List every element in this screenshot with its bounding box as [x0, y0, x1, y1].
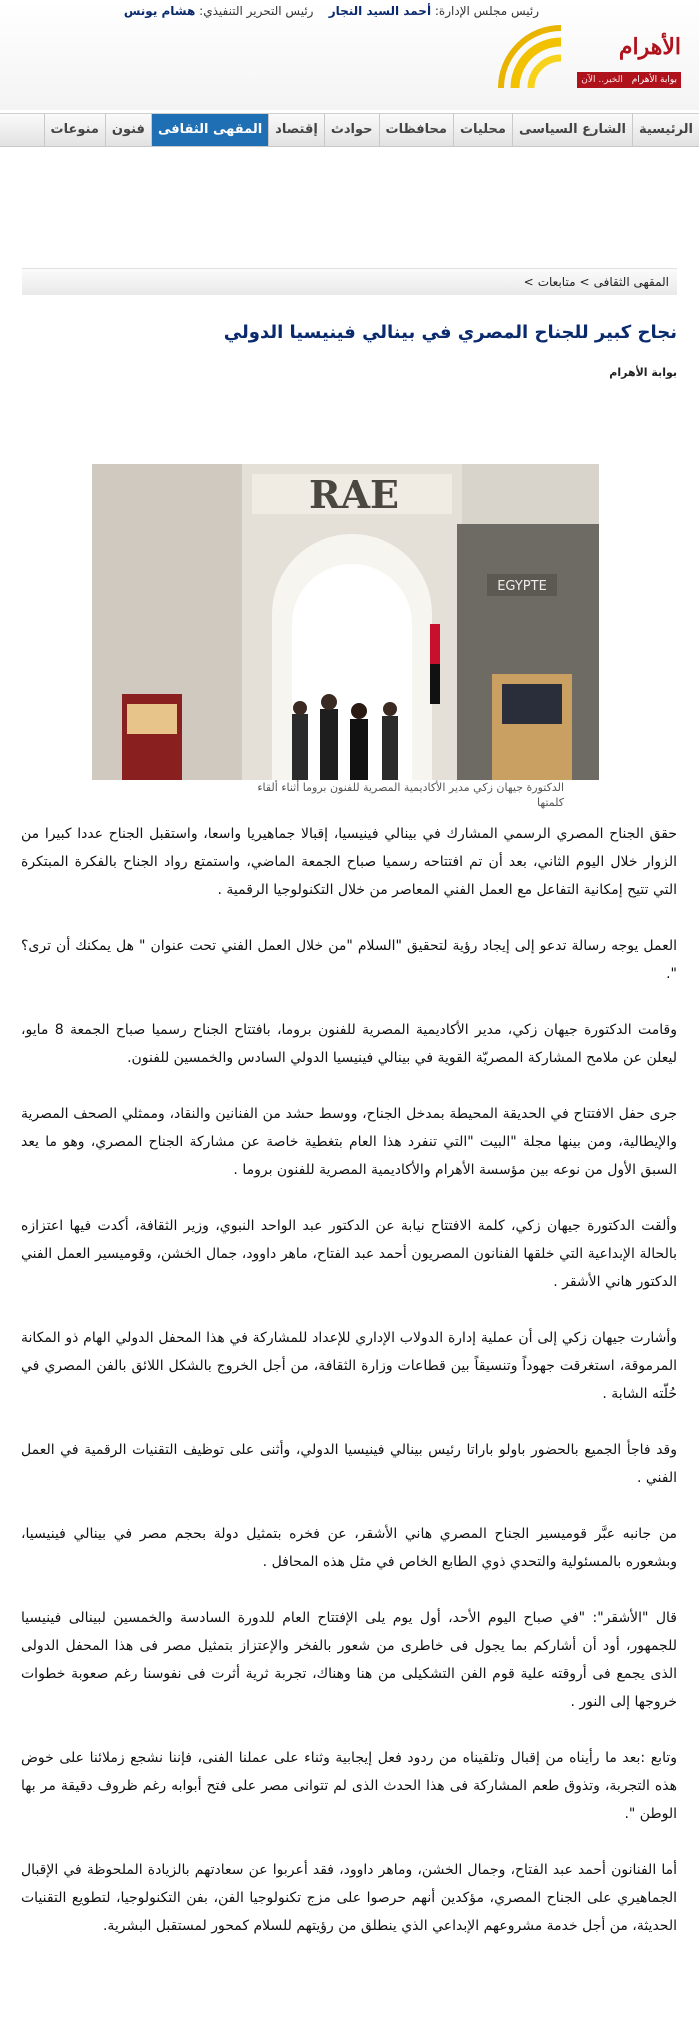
logo-name: الأهرام — [618, 34, 681, 60]
article-title: نجاح كبير للجناح المصري في بينالي فينيسيا الدولي — [223, 322, 677, 343]
site-logo[interactable] — [493, 20, 693, 92]
nav-item-local[interactable]: محليات — [453, 114, 512, 146]
breadcrumb-section[interactable]: المقهى الثقافى — [593, 275, 669, 289]
editor-label: رئيس التحرير التنفيذي: — [199, 4, 314, 18]
board-chair-label: رئيس مجلس الإدارة: — [434, 4, 539, 18]
nav-item-politics[interactable]: الشارع السياسى — [512, 114, 632, 146]
logo-bar-label: بوابة الأهرام — [631, 75, 677, 85]
pavilion-sign-right: EGYPTE — [497, 579, 547, 594]
photo-caption: الدكتورة جيهان زكي مدير الأكاديمية المصرية للفنون بروما أثناء ألقاء كلمتها — [257, 781, 564, 809]
article-paragraph: من جانبه عبَّر قوميسير الجناح المصري هاني الأشقر، عن فخره بتمثيل دولة بحجم مصر في بينالي فينيسيا، وبشعوره بالمسئولية والتحدي ذوي الطابع الخاص في مثل هذه المحافل . — [21, 1526, 677, 1570]
article-paragraph: وقد فاجأ الجميع بالحضور باولو باراتا رئيس بينالي فينيسيا الدولي، وأثنى على توظيف التقنيات الرقمية في العمل الفني . — [21, 1442, 677, 1486]
logo-slogan: الخبر.. الآن — [581, 75, 623, 85]
article-paragraph: جرى حفل الافتتاح في الحديقة المحيطة بمدخل الجناح، ووسط حشد من الفنانين والنقاد، وممثلي الصحف المصرية والإيطالية، ومن بينها مجلة "البيت "التي تنفرد هذا العام بتغطية خاصة عن مشاركة الجناح المصري، وهو ما يعد السبق الأول من نوعه بين مؤسسة الأهرام والأكاديمية المصرية للفنون بروما . — [21, 1106, 677, 1178]
breadcrumb — [22, 268, 677, 295]
nav-item-culture[interactable]: المقهى الثقافى — [151, 114, 268, 146]
article-body — [21, 820, 677, 1968]
article-paragraph: حقق الجناح المصري الرسمي المشارك في بينالي فينيسيا، إقبالا جماهيريا واسعا، واستقبل الجناح عددا كبيرا من الزوار خلال اليوم الثاني، بعد أن تم افتتاحه رسميا صباح الجمعة الماضي، واستمتع رواد الجناح بالفكرة المبتكرة التي تتيح إمكانية التفاعل مع العمل الفني المعاصر من خلال التكنولوجيا الرقمية . — [21, 826, 677, 898]
article-paragraph: وقامت الدكتورة جيهان زكي، مدير الأكاديمية المصرية للفنون بروما، بافتتاح الجناح رسميا صباح الجمعة 8 مايو، ليعلن عن ملامح المشاركة المصريّة القوية في بينالي فينيسيا الدولي السادس والخمسين للفنون. — [21, 1022, 677, 1066]
board-chair-name[interactable]: أحمد السيد النجار — [328, 4, 432, 18]
article-paragraph: قال "الأشقر": "في صباح اليوم الأحد، أول يوم يلى الإفتتاح العام للدورة السادسة والخمسين لبينالى فينيسيا للجمهور، أود أن أشاركم بما يجول فى خاطرى من شعور بالفخر والإعتزاز بتمثيل مصر فى هذا المحفل الدولى الذى يجمع فى أروقته علية قوم الفن التشكيلى من هنا وهناك، تجربة ثرية أثرت فى نفوسنا رغم صعوبة خطوات خروجها إلى النور . — [21, 1610, 677, 1710]
nav-item-arts[interactable]: فنون — [105, 114, 151, 146]
main-nav — [0, 113, 699, 147]
breadcrumb-end: > — [523, 275, 534, 289]
credits — [124, 4, 539, 18]
article-source: بوابة الأهرام — [609, 366, 677, 379]
editor-name[interactable]: هشام يونس — [123, 4, 196, 18]
site-header — [0, 0, 699, 110]
logo-bar — [577, 72, 681, 88]
article-paragraph: العمل يوجه رسالة تدعو إلى إيجاد رؤية لتحقيق "السلام "من خلال العمل الفني تحت عنوان " هل يمكنك أن ترى؟ ". — [21, 938, 677, 982]
article-photo[interactable] — [92, 464, 599, 780]
article-paragraph: وتابع :بعد ما رأيناه من إقبال وتلقيناه من ردود فعل إيجابية وثناء على عملنا الفنى، فإننا نشجع زملائنا على خوض هذه التجربة، وتذوق طعم المشاركة فى هذا الحدث الذى لم تتوانى مصر على فتح أبوابه رغم ظروف دقيقة مر بها الوطن ". — [21, 1750, 677, 1822]
article-paragraph: وأشارت جيهان زكي إلى أن عملية إدارة الدولاب الإداري للإعداد للمشاركة في هذا المحفل الدولي الهام ذو المكانة المرموقة، استغرقت جهوداً وتنسيقاً بين قطاعات وزارة الثقافة، من أجل الخروج بالشكل اللائق بالفن المصري في حُلّته الشابة . — [21, 1330, 677, 1402]
article-paragraph: أما الفنانون أحمد عبد الفتاح، وجمال الخشن، وماهر داوود، فقد أعربوا عن سعادتهم بالزيادة الملحوظة في الإقبال الجماهيري على الجناح المصري، مؤكدين أنهم حرصوا على مزج تكنولوجيا الفن، بفن التكنولوجيا، لتطويع التقنيات الحديثة، من أجل خدمة مشروعهم الإبداعي الذي ينطلق من رؤيتهم للسلام كمحور لمستقبل البشرية. — [21, 1862, 677, 1934]
pavilion-illustration — [92, 464, 599, 780]
nav-item-governorates[interactable]: محافظات — [379, 114, 453, 146]
nav-item-economy[interactable]: إقتصاد — [268, 114, 324, 146]
article-paragraph: وألقت الدكتورة جيهان زكي، كلمة الافتتاح نيابة عن الدكتور عبد الواحد النبوي، وزير الثقافة، أكدت فيها اعتزازه بالحالة الإبداعية التي خلقها الفنانون المصريون أحمد عبد الفتاح، ماهر داوود، جمال الخشن، وقوميسير العمل الفني الدكتور هاني الأشقر . — [21, 1218, 677, 1290]
breadcrumb-sub[interactable]: متابعات — [537, 275, 576, 289]
nav-item-misc[interactable]: منوعات — [44, 114, 105, 146]
nav-item-home[interactable]: الرئيسية — [632, 114, 699, 146]
breadcrumb-separator: > — [579, 275, 590, 289]
nav-item-accidents[interactable]: حوادث — [324, 114, 379, 146]
pavilion-sign: RAE — [308, 472, 400, 517]
